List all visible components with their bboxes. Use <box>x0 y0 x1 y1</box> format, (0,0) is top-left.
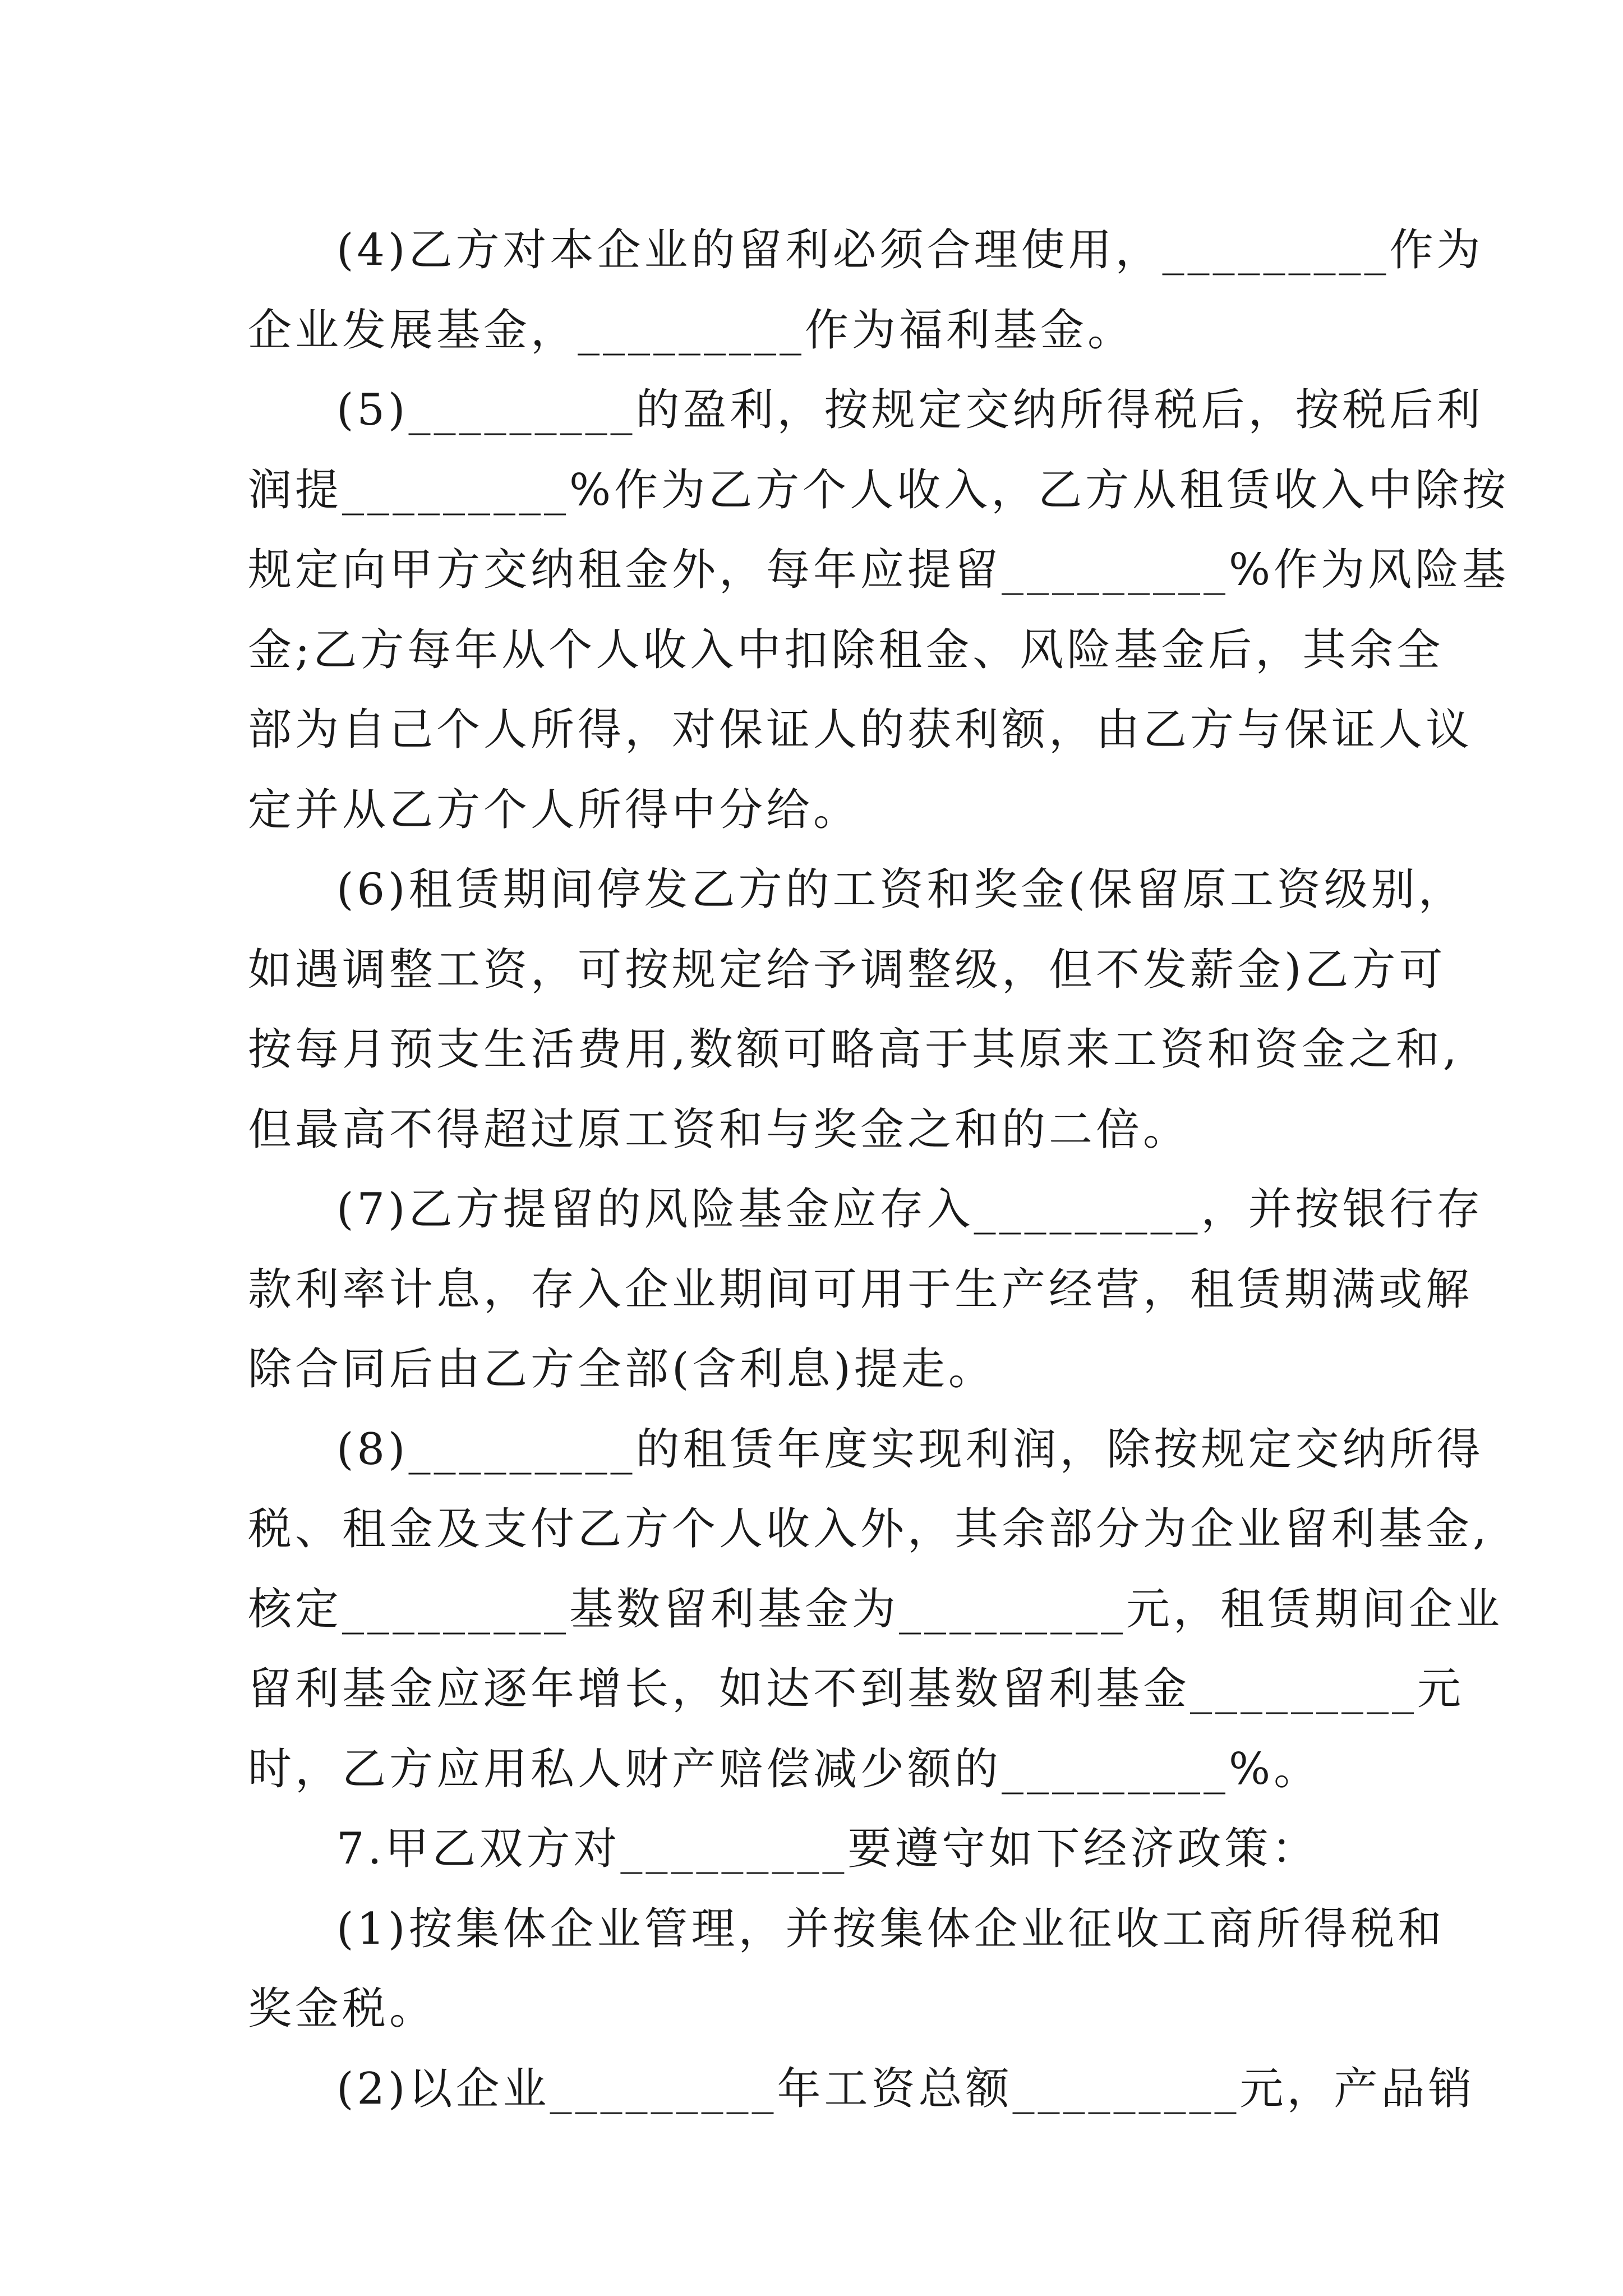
paragraph-5-line-6: 定并从乙方个人所得中分给。 <box>248 784 861 835</box>
paragraph-6-line-1: (6)租赁期间停发乙方的工资和奖金(保留原工资级别， <box>336 864 1465 915</box>
contract-body <box>248 210 1510 2129</box>
paragraph-6-line-4: 但最高不得超过原工资和与奖金之和的二倍。 <box>248 1104 1191 1155</box>
paragraph-6-line-3: 按每月预支生活费用,数额可略高于其原来工资和资金之和, <box>248 1024 1460 1075</box>
paragraph-7-line-3: 除合同后由乙方全部(含利息)提走。 <box>248 1344 995 1395</box>
paragraph-8-line-2: 税、租金及支付乙方个人收入外，其余部分为企业留利基金, <box>248 1504 1490 1554</box>
paragraph-7-line-2: 款利率计息，存入企业期间可用于生产经营，租赁期满或解 <box>248 1264 1473 1315</box>
paragraph-4-line-1: (4)乙方对本企业的留利必须合理使用，_________作为 <box>336 225 1484 275</box>
paragraph-5-line-1: (5)_________的盈利，按规定交纳所得税后，按税后利 <box>336 385 1484 435</box>
paragraph-4-line-2: 企业发展基金，_________作为福利基金。 <box>248 305 1135 356</box>
paragraph-5-line-2: 润提_________%作为乙方个人收入，乙方从租赁收入中除按 <box>248 464 1510 516</box>
paragraph-8-line-3: 核定_________基数留利基金为_________元，租赁期间企业 <box>248 1584 1504 1635</box>
policy-1-line-2: 奖金税。 <box>248 1984 437 2034</box>
paragraph-6-line-2: 如遇调整工资，可按规定给予调整级，但不发薪金)乙方可 <box>248 944 1446 995</box>
paragraph-5-line-4: 金;乙方每年从个人收入中扣除租金、风险基金后，其余全 <box>248 624 1444 675</box>
paragraph-5-line-3: 规定向甲方交纳租金外，每年应提留_________%作为风险基 <box>248 545 1510 595</box>
paragraph-8-line-5: 时，乙方应用私人财产赔偿减少额的_________%。 <box>248 1743 1321 1795</box>
section-7-heading: 7.甲乙双方对_________要遵守如下经济政策： <box>336 1824 1319 1874</box>
paragraph-5-line-5: 部为自己个人所得，对保证人的获利额，由乙方与保证人议 <box>248 705 1473 755</box>
paragraph-7-line-1: (7)乙方提留的风险基金应存入_________，并按银行存 <box>336 1184 1484 1235</box>
policy-1-line-1: (1)按集体企业管理，并按集体企业征收工商所得税和 <box>336 1903 1445 1954</box>
paragraph-8-line-4: 留利基金应逐年增长，如达不到基数留利基金_________元 <box>248 1664 1465 1714</box>
paragraph-8-line-1: (8)_________的租赁年度实现利润，除按规定交纳所得 <box>336 1424 1484 1475</box>
policy-2-line-1: (2)以企业_________年工资总额_________元，产品销 <box>336 2063 1476 2114</box>
